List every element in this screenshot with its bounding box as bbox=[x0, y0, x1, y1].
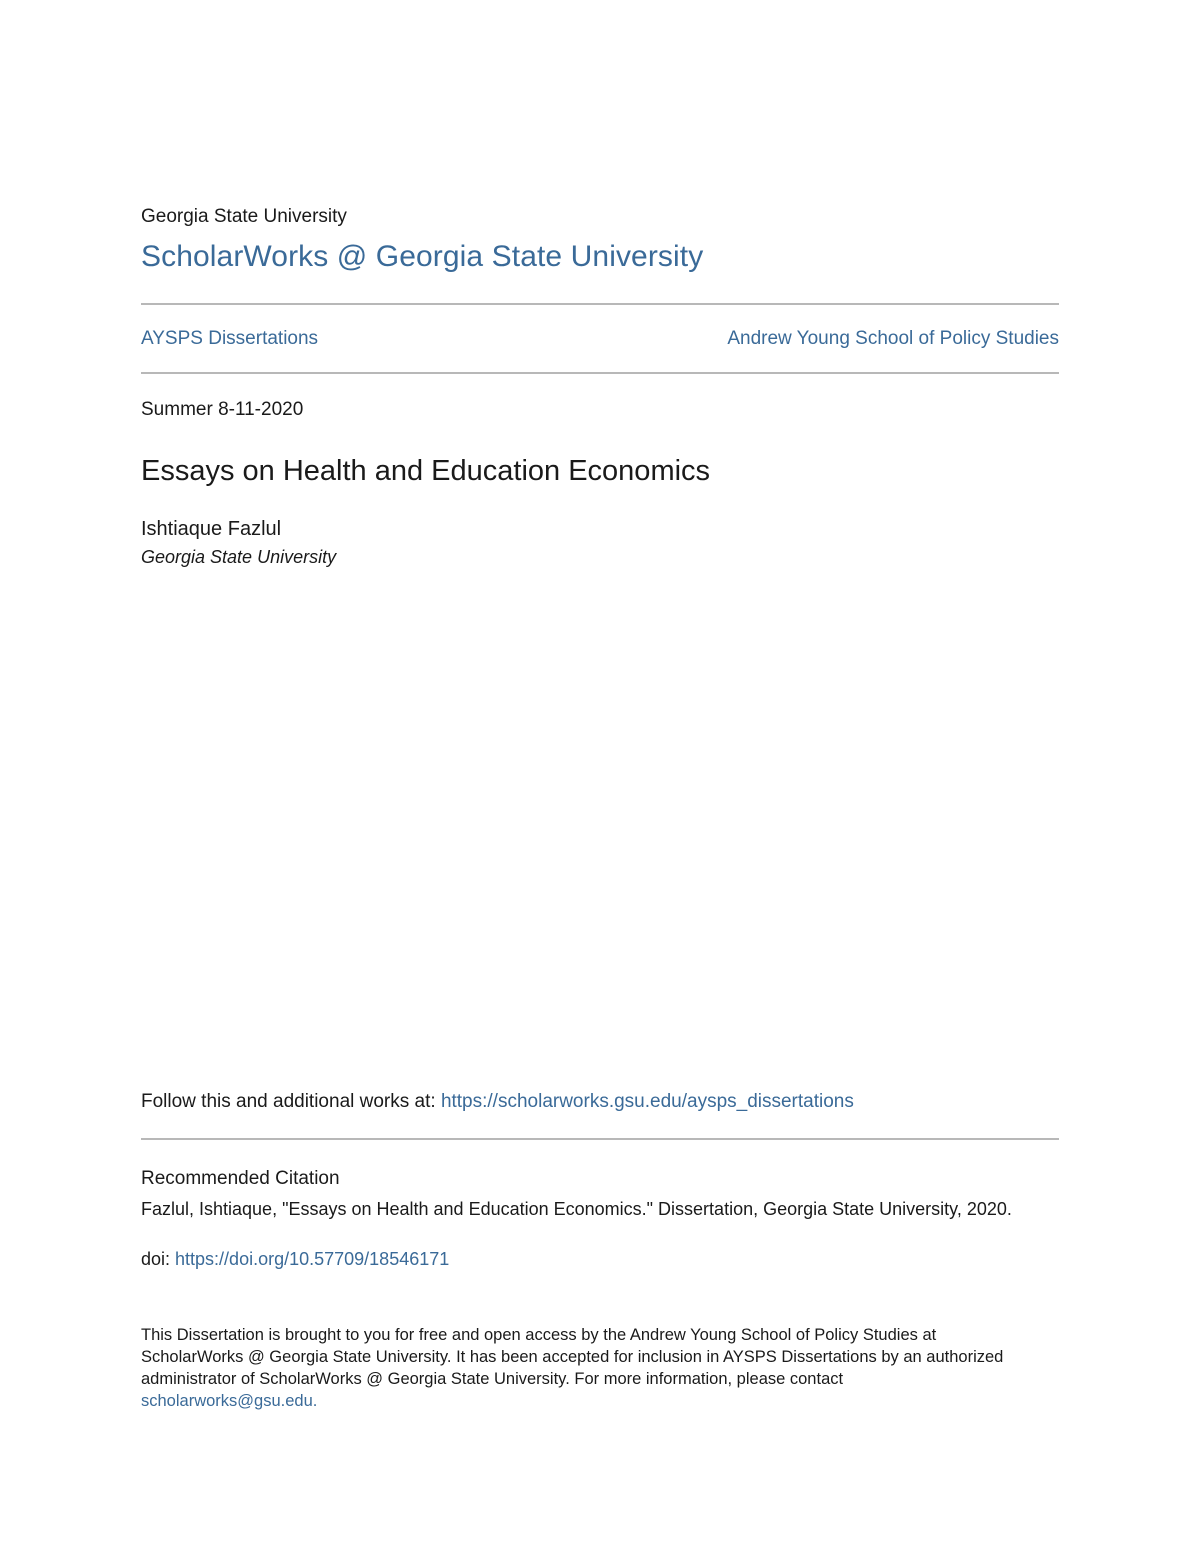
collection-link-andrew-young-school[interactable]: Andrew Young School of Policy Studies bbox=[727, 328, 1059, 349]
publication-date: Summer 8-11-2020 bbox=[141, 399, 304, 420]
cover-page bbox=[141, 0, 1059, 1553]
doi-link[interactable]: https://doi.org/10.57709/18546171 bbox=[175, 1249, 450, 1269]
access-statement-text: This Dissertation is brought to you for free and open access by the Andrew Young School of Policy Studies at ScholarWorks @ Georgia State University. It has been accepted for inclusion in AYSPS Dissertations by an authorized administrator of ScholarWorks @ Georgia State University. For more information, please contact bbox=[141, 1326, 1004, 1388]
follow-label: Follow this and additional works at: bbox=[141, 1091, 441, 1112]
citation-heading: Recommended Citation bbox=[141, 1168, 340, 1189]
university-name: Georgia State University bbox=[141, 206, 347, 227]
repository-link[interactable]: ScholarWorks @ Georgia State University bbox=[141, 240, 704, 273]
follow-url-link[interactable]: https://scholarworks.gsu.edu/aysps_dissertations bbox=[440, 1091, 854, 1112]
citation-text: Fazlul, Ishtiaque, "Essays on Health and Education Economics." Dissertation, Georgia State University, 2020. bbox=[141, 1199, 1012, 1219]
follow-line bbox=[141, 1091, 854, 1113]
contact-email-link[interactable]: scholarworks@gsu.edu bbox=[141, 1392, 313, 1410]
statement-end: . bbox=[312, 1392, 318, 1410]
divider-top bbox=[141, 303, 1059, 305]
collection-link-aysps-dissertations[interactable]: AYSPS Dissertations bbox=[141, 328, 319, 349]
access-statement bbox=[141, 1324, 1021, 1412]
document-title: Essays on Health and Education Economics bbox=[141, 455, 711, 487]
divider-bottom bbox=[141, 1138, 1059, 1140]
doi-line bbox=[141, 1249, 449, 1270]
author-name: Ishtiaque Fazlul bbox=[141, 518, 282, 540]
divider-middle bbox=[141, 372, 1059, 374]
collections-row bbox=[141, 328, 1059, 350]
doi-label: doi: bbox=[141, 1249, 176, 1269]
author-affiliation: Georgia State University bbox=[141, 547, 337, 567]
